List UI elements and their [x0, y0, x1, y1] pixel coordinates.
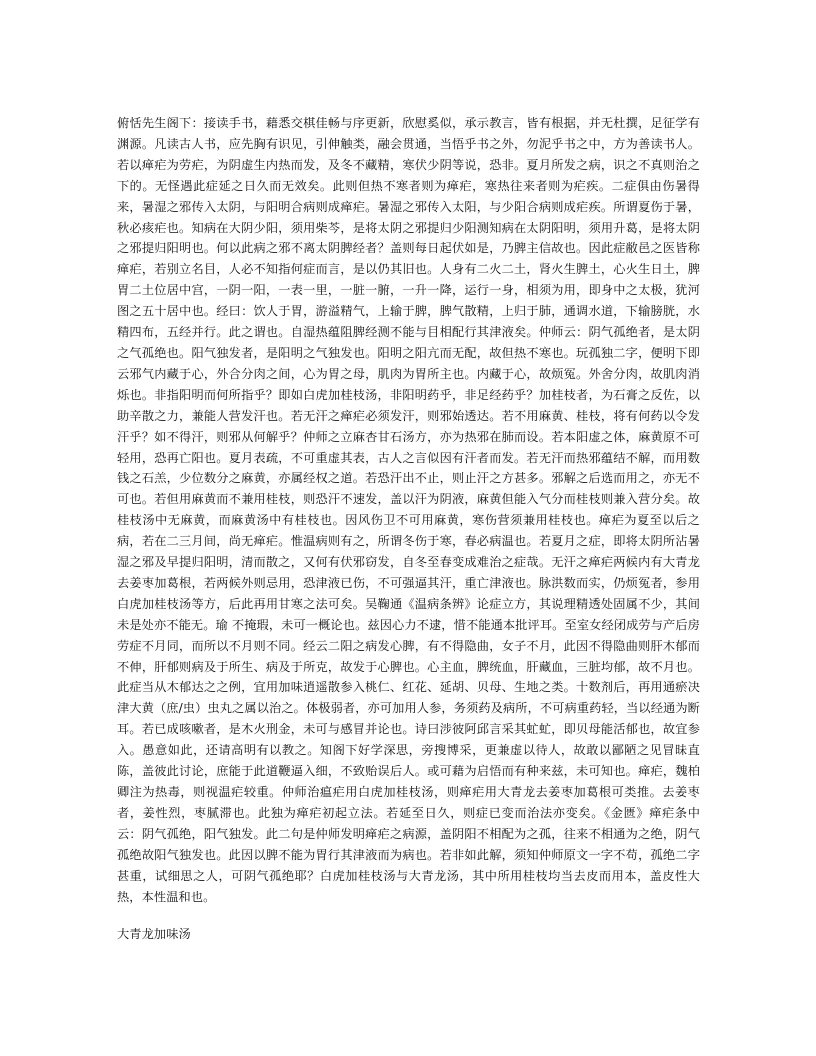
document-page — [117, 113, 700, 944]
letter-body-paragraph: 俯恬先生阁下：接读手书，藉悉交棋佳畅与序更新，欣慰奚似，承示教言，皆有根据，并无杜撰，足征学有渊源。凡读古人书，应先胸有识见，引伸触类，融会贯通，当悟乎书之外，勿泥乎书之中，方为善读书人。若以瘅疟为劳疟，为阴虚生内热而发，及冬不藏精，寒伏少阴等说，恐非。夏月所发之病，识之不真则治之下的。无怪遇此症延之日久而无效矣。此则但热不寒者则为瘅疟，寒热往来者则为疟疾。二症俱由伤暑得来，暑湿之邪传入太阴，与阳明合病则成瘅疟。暑湿之邪传入太阳，与少阳合病则成疟疾。所谓夏伤于暑，秋必痎疟也。知病在大阴少阳，须用柴芩，是将太阴之邪提归少阳测知病在太阴阳明，须用升葛，是将太阴之邪提归阳明也。何以此病之邪不离太阴脾经者？盖则每日起伏如是，乃脾主信故也。因此症敝邑之医皆称瘅疟，若别立名目，人必不知指何症而言，是以仍其旧也。人身有二火二土，肾火生脾土，心火生日土，脾胃二土位居中宫，一阴一阳，一表一里，一脏一腑，一升一降，运行一身，相须为用，即身中之太极，犹河图之五十居中也。经曰：饮人于胃，游溢精气，上输于脾，脾气散精，上归于肺，通调水道，下输膀胱，水精四布，五经并行。此之谓也。自湿热蕴阻脾经测不能与目相配行其津液矣。仲师云：阴气孤绝者，是太阴之气孤绝也。阳气独发者，是阳明之气独发也。阳明之阳亢而无配，故但热不寒也。玩孤独二字，便明下即云邪气内藏于心，外合分肉之间，心为胃之母，肌肉为胃所主也。内藏于心，故烦冤。外舍分肉，故肌肉消烁也。非指阳明而何所指乎？即如白虎加桂枝汤，非阳明药乎，非足经药乎？加桂枝者，为石膏之反佐，以助辛散之力，兼能人营发汗也。若无汗之瘅疟必须发汗，则邪始透达。若不用麻黄、桂枝，将有何药以令发汗乎？如不得汗，则邪从何解乎？仲师之立麻杏甘石汤方，亦为热邪在肺而设。若本阳虚之体，麻黄原不可轻用，恐再亡阳也。夏月表疏，不可重虚其表，古人之言似因有汗者而发。若无汗而热邪蕴结不解，而用数钱之石羔，少位数分之麻黄，亦属经权之道。若恐汗出不止，则止汗之方甚多。邪解之后选而用之，亦无不可也。若但用麻黄而不兼用桂枝，则恐汗不速发，盖以汗为阴液，麻黄但能入气分而桂枝则兼入营分矣。故桂枝汤中无麻黄，而麻黄汤中有桂枝也。因风伤卫不可用麻黄，寒伤营须兼用桂枝也。瘅疟为夏至以后之病，若在二三月间，尚无瘅疟。惟温病则有之，所谓冬伤于寒，春必病温也。若夏月之症，即将太阴所沾暑湿之邪及早提归阳明，清而散之，又何有伏邪窃发，自冬至春变成难治之症哉。无汗之瘅疟两候内有大青龙去姜枣加葛根，若两候外则忌用，恐津液已伤，不可强逼其汗，重亡津液也。脉洪数而实，仍烦冤者，参用白虎加桂枝汤等方，后此再用甘寒之法可矣。吴鞠通《温病条辨》论症立方，其说理精透处固属不少，其间未是处亦不能无。瑜 不掩瑕，未可一概论也。兹因心力不逮，惜不能通本批评耳。至室女经闭成劳与产后房劳症不月同，而所以不月则不同。经云二阳之病发心脾，有不得隐曲，女子不月，此因不得隐曲则肝木郁而不伸，肝郁则病及于所生、病及于所克，故发于心脾也。心主血，脾统血，肝藏血，三脏均郁，故不月也。此症当从木郁达之之例，宜用加味逍遥散参入桃仁、红花、延胡、贝母、生地之类。十数剂后，再用通瘀决津大黄（庶/虫）虫丸之属以治之。体极弱者，亦可加用人参，务须药及病所，不可病重药轻，当以经通为断耳。若已成咳嗽者，是木火刑金，未可与感冒并论也。诗曰涉彼阿邱言采其虻虻，即贝母能活郁也，故宜参入。愚意如此，还请高明有以教之。知阁下好学深思，旁搜博采，更兼虚以待人，故敢以鄙陋之见冒昧直陈，盖彼此讨论，庶能于此道鞭逼入细，不致贻误后人。或可藉为启悟而有种来兹，未可知也。瘅疟，魏柏卿注为热毒，则视温疟较重。仲师治瘟疟用白虎加桂枝汤，则瘅疟用大青龙去姜枣加葛根可类推。去姜枣者，姜性烈，枣腻滞也。此独为瘅疟初起立法。若延至日久，则症已变而治法亦变矣。《金匮》瘅疟条中云：阴气孤绝，阳气独发。此二句是仲师发明瘅疟之病源，盖阴阳不相配为之孤，往来不相通为之绝，阴气孤绝故阳气独发也。此因以脾不能为胃行其津液而为病也。若非如此解，须知仲师原文一字不苟，孤绝二字甚重，试细思之人，可阴气孤绝耶？白虎加桂枝汤与大青龙汤，其中所用桂枝均当去皮而用本，盖皮性大热，本性温和也。 — [117, 116, 700, 904]
formula-heading: 大青龙加味汤 — [117, 927, 191, 942]
